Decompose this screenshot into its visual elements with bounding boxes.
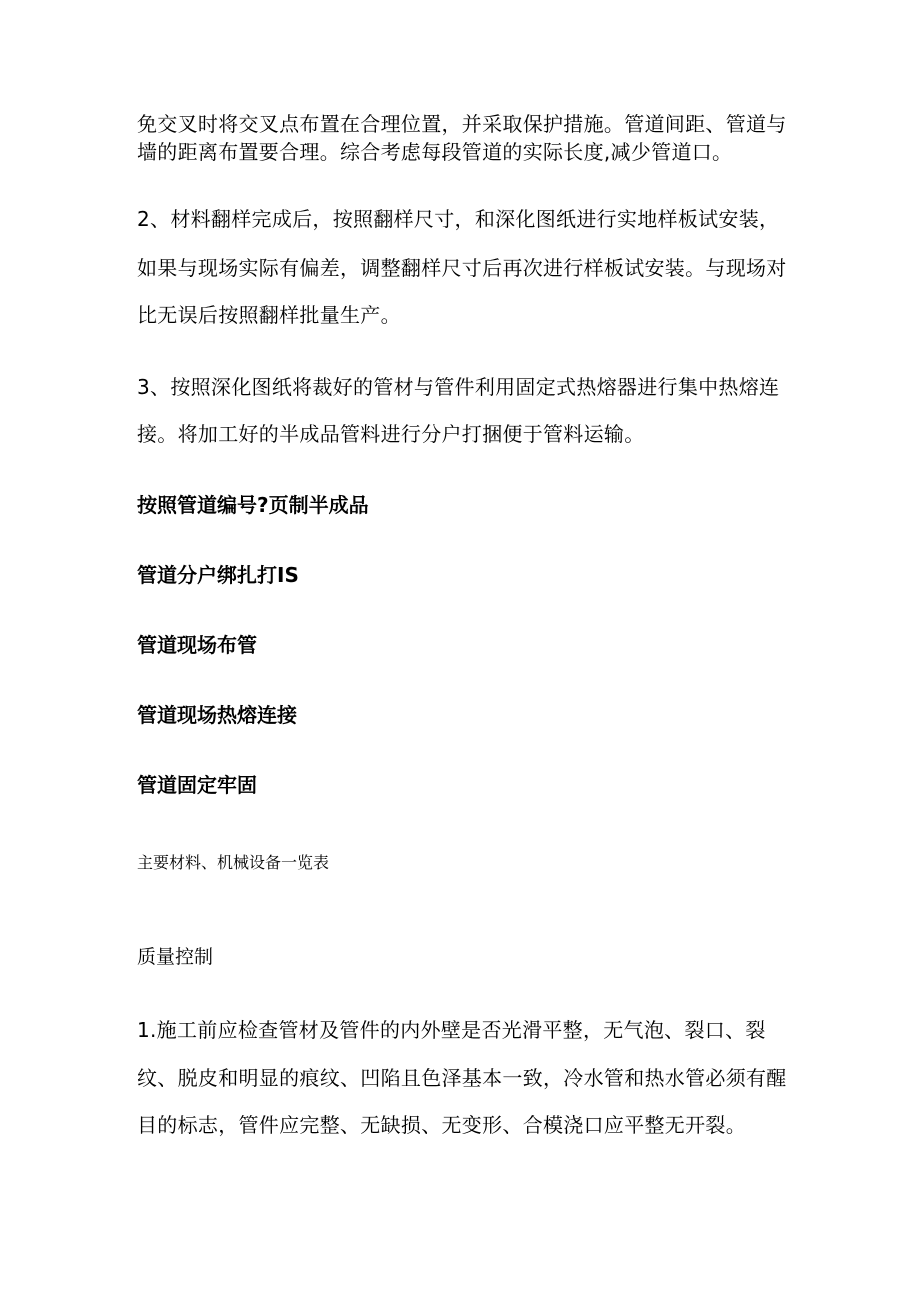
flow-step-5: 管道固定牢固 xyxy=(137,773,257,797)
table-caption: 主要材料、机械设备一览表 xyxy=(137,853,330,872)
step3-line-2: 接。将加工好的半成品管料进行分户打捆便于管料运输。 xyxy=(137,422,645,446)
step2-line-1: 2、材料翻样完成后，按照翻样尺寸，和深化图纸进行实地样板试安装， xyxy=(137,207,780,231)
flow-step-4: 管道现场热熔连接 xyxy=(137,703,297,727)
quality-item1-line-3: 目的标志，管件应完整、无缺损、无变形、合模浇口应平整无开裂。 xyxy=(137,1113,746,1137)
intro-line-1: 免交叉时将交叉点布置在合理位置，并采取保护措施。管道间距、管道与 xyxy=(137,112,787,136)
flow-step-1: 按照管道编号?页制半成品 xyxy=(137,493,369,517)
quality-item1-line-1: 1.施工前应检查管材及管件的内外壁是否光滑平整，无气泡、裂口、裂 xyxy=(137,1018,766,1042)
section-title-quality: 质量控制 xyxy=(137,946,214,968)
step2-line-3: 比无误后按照翻样批量生产。 xyxy=(137,303,401,327)
intro-line-2: 墙的距离布置要合理。综合考虑每段管道的实际长度,减少管道口。 xyxy=(137,140,733,164)
flow-step-2: 管道分户绑扎打IS xyxy=(137,563,299,587)
step3-line-1: 3、按照深化图纸将裁好的管材与管件利用固定式热熔器进行集中热熔连 xyxy=(137,375,780,399)
step2-line-2: 如果与现场实际有偏差，调整翻样尺寸后再次进行样板试安装。与现场对 xyxy=(137,256,787,280)
flow-step-3: 管道现场布管 xyxy=(137,633,257,657)
quality-item1-line-2: 纹、脱皮和明显的痕纹、凹陷且色泽基本一致，冷水管和热水管必须有醒 xyxy=(137,1066,787,1090)
